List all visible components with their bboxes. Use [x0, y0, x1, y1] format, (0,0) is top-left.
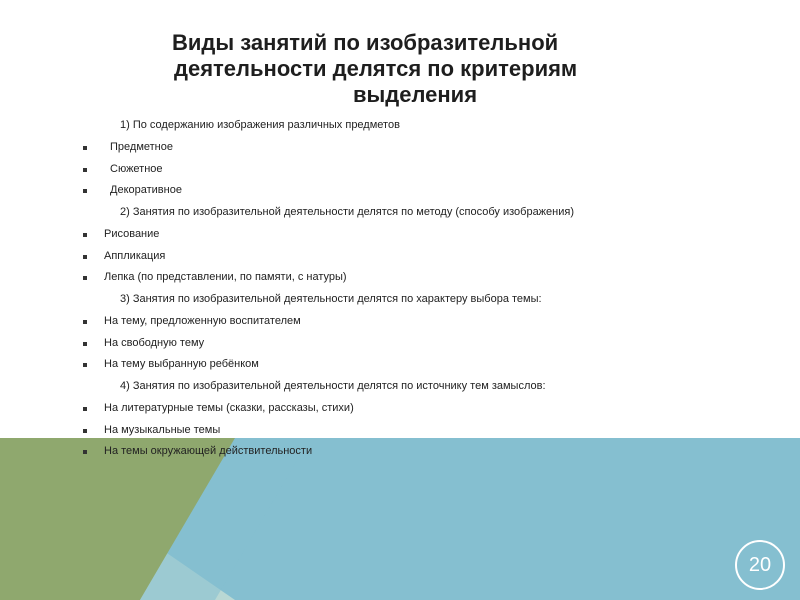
bullet-text: Предметное [110, 140, 173, 153]
bullet-text: На литературные темы (сказки, рассказы, стихи) [104, 401, 354, 414]
bullet-text: На свободную тему [104, 336, 205, 349]
heading-text: 3) Занятия по изобразительной деятельности делятся по характеру выбора темы: [120, 293, 542, 305]
section-heading [80, 202, 780, 224]
bullet-item [80, 224, 780, 246]
bullet-text: Декоративное [110, 184, 182, 197]
bullet-item [80, 137, 780, 159]
bullet-marker [83, 168, 87, 172]
bullet-text: На тему, предложенную воспитателем [104, 314, 301, 327]
bullet-marker [83, 363, 87, 367]
bullet-text: Рисование [104, 227, 160, 240]
bullet-text: На темы окружающей действительности [104, 445, 313, 458]
title-line-3: выделения [352, 82, 478, 107]
bullet-marker [83, 342, 87, 346]
bullet-marker [83, 276, 87, 280]
bullet-marker [83, 320, 87, 324]
bullet-marker [83, 233, 87, 237]
bullet-marker [83, 146, 87, 150]
bullet-marker [83, 450, 87, 454]
slide-content [80, 115, 780, 463]
bullet-text: Аппликация [104, 249, 166, 262]
bullet-marker [83, 189, 87, 193]
bullet-item [80, 311, 780, 333]
section-heading [80, 289, 780, 311]
title-line-2: деятельности делятся по критериям [174, 56, 578, 81]
bullet-item [80, 246, 780, 268]
heading-text: 2) Занятия по изобразительной деятельности делятся по методу (способу изображения) [120, 206, 574, 218]
heading-text: 4) Занятия по изобразительной деятельности делятся по источнику тем замыслов: [120, 380, 546, 392]
heading-text: 1) По содержанию изображения различных предметов [120, 119, 400, 131]
bullet-item [80, 354, 780, 376]
page-number-badge: 20 [735, 540, 785, 590]
section-heading [80, 376, 780, 398]
bullet-item [80, 420, 780, 442]
bullet-item [80, 333, 780, 355]
bullet-text: Лепка (по представлении, по памяти, с натуры) [104, 271, 347, 284]
slide-title [160, 30, 660, 108]
bullet-text: На музыкальные темы [104, 423, 221, 436]
bullet-marker [83, 407, 87, 411]
bullet-item [80, 441, 780, 463]
bullet-item [80, 267, 780, 289]
bullet-item [80, 159, 780, 181]
bullet-marker [83, 429, 87, 433]
bullet-item [80, 398, 780, 420]
section-heading [80, 115, 780, 137]
bullet-text: Сюжетное [110, 162, 163, 175]
bullet-text: На тему выбранную ребёнком [104, 358, 259, 371]
bullet-marker [83, 255, 87, 259]
bullet-item [80, 180, 780, 202]
title-line-1: Виды занятий по изобразительной [172, 30, 559, 55]
